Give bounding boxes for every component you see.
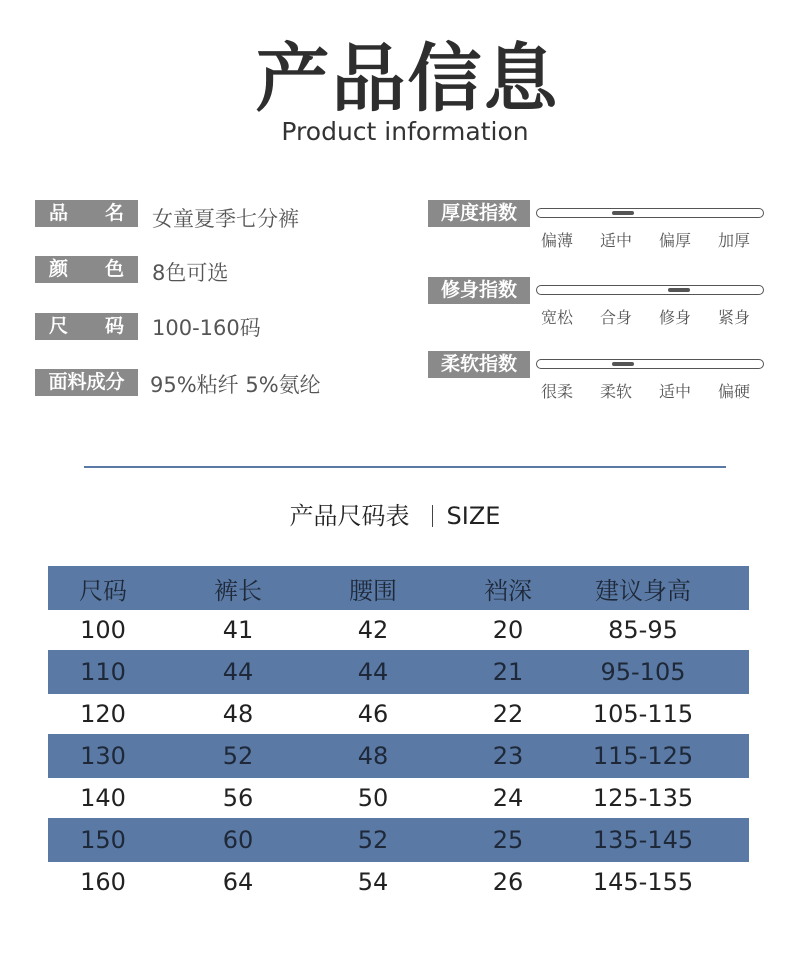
index-scale-track bbox=[536, 359, 764, 369]
index-scale-track bbox=[536, 208, 764, 218]
table-cell: 120 bbox=[80, 699, 126, 728]
info-label-color: 颜 色 bbox=[35, 256, 138, 283]
index-label: 修身指数 bbox=[428, 277, 530, 304]
table-cell: 125-135 bbox=[592, 783, 694, 812]
table-header-cell: 裆深 bbox=[484, 576, 532, 605]
table-cell: 64 bbox=[222, 867, 254, 896]
table-row bbox=[48, 734, 749, 778]
table-cell: 130 bbox=[80, 742, 126, 770]
index-scale-track bbox=[536, 285, 764, 295]
table-cell: 46 bbox=[357, 699, 389, 728]
table-header-cell: 建议身高 bbox=[595, 576, 691, 605]
table-cell: 115-125 bbox=[592, 742, 694, 770]
info-label-name: 品 名 bbox=[35, 200, 138, 227]
table-cell: 21 bbox=[492, 658, 524, 686]
table-cell: 150 bbox=[80, 826, 126, 854]
table-cell: 42 bbox=[357, 615, 389, 644]
table-cell: 135-145 bbox=[592, 826, 694, 854]
index-option: 适中 bbox=[600, 231, 633, 250]
table-cell: 95-105 bbox=[600, 658, 686, 686]
table-cell: 56 bbox=[222, 783, 254, 812]
table-cell: 44 bbox=[222, 658, 254, 686]
table-cell: 100 bbox=[80, 615, 126, 644]
index-option: 加厚 bbox=[718, 231, 751, 250]
table-cell: 26 bbox=[492, 867, 524, 896]
index-scale-marker bbox=[612, 362, 634, 366]
index-option: 柔软 bbox=[600, 382, 633, 401]
table-header-cell: 裤长 bbox=[214, 576, 262, 605]
table-cell: 60 bbox=[222, 826, 254, 854]
table-cell: 145-155 bbox=[592, 867, 694, 896]
size-chart-title bbox=[0, 500, 790, 532]
table-cell: 44 bbox=[357, 658, 389, 686]
index-option: 偏厚 bbox=[659, 231, 692, 250]
table-cell: 52 bbox=[357, 826, 389, 854]
table-cell: 50 bbox=[357, 783, 389, 812]
table-row bbox=[48, 861, 749, 902]
table-cell: 24 bbox=[492, 783, 524, 812]
table-cell: 54 bbox=[357, 867, 389, 896]
size-chart-title-en: SIZE bbox=[446, 502, 501, 530]
table-cell: 20 bbox=[492, 615, 524, 644]
info-label-material: 面料成分 bbox=[35, 369, 138, 396]
page-title: 产品信息 bbox=[255, 36, 560, 122]
table-cell: 25 bbox=[492, 826, 524, 854]
index-scale-marker bbox=[668, 288, 690, 292]
size-chart-title-cn: 产品尺码表 bbox=[289, 502, 410, 530]
title-separator bbox=[432, 505, 433, 527]
page-subtitle: Product information bbox=[281, 117, 529, 146]
table-cell: 52 bbox=[222, 742, 254, 770]
table-row bbox=[48, 818, 749, 862]
table-cell: 140 bbox=[80, 783, 126, 812]
index-label: 柔软指数 bbox=[428, 351, 530, 378]
info-value-color: 8色可选 bbox=[152, 261, 229, 285]
info-label-size: 尺 码 bbox=[35, 313, 138, 340]
info-value-material: 95%粘纤 5%氨纶 bbox=[150, 373, 321, 397]
index-scale-marker bbox=[612, 211, 634, 215]
table-cell: 110 bbox=[80, 658, 126, 686]
table-header-cell: 腰围 bbox=[349, 576, 397, 605]
table-cell: 85-95 bbox=[608, 615, 678, 644]
index-option: 适中 bbox=[659, 382, 692, 401]
index-option: 紧身 bbox=[718, 308, 751, 327]
table-cell: 48 bbox=[222, 699, 254, 728]
table-cell: 48 bbox=[357, 742, 389, 770]
index-label: 厚度指数 bbox=[428, 200, 530, 227]
index-option: 偏薄 bbox=[541, 231, 574, 250]
index-option: 修身 bbox=[659, 308, 692, 327]
table-row bbox=[48, 777, 749, 818]
table-cell: 105-115 bbox=[592, 699, 694, 728]
table-cell: 23 bbox=[492, 742, 524, 770]
index-option: 合身 bbox=[600, 308, 633, 327]
table-row bbox=[48, 693, 749, 734]
table-cell: 41 bbox=[222, 615, 254, 644]
info-value-name: 女童夏季七分裤 bbox=[152, 207, 299, 231]
index-option: 宽松 bbox=[541, 308, 574, 327]
index-option: 偏硬 bbox=[718, 382, 751, 401]
table-row bbox=[48, 609, 749, 650]
table-cell: 22 bbox=[492, 699, 524, 728]
table-header-row bbox=[48, 566, 749, 610]
info-value-size: 100-160码 bbox=[152, 316, 261, 340]
table-header-cell: 尺码 bbox=[79, 576, 127, 605]
index-option: 很柔 bbox=[541, 382, 574, 401]
table-cell: 160 bbox=[80, 867, 126, 896]
table-row bbox=[48, 650, 749, 694]
section-divider bbox=[84, 466, 726, 468]
